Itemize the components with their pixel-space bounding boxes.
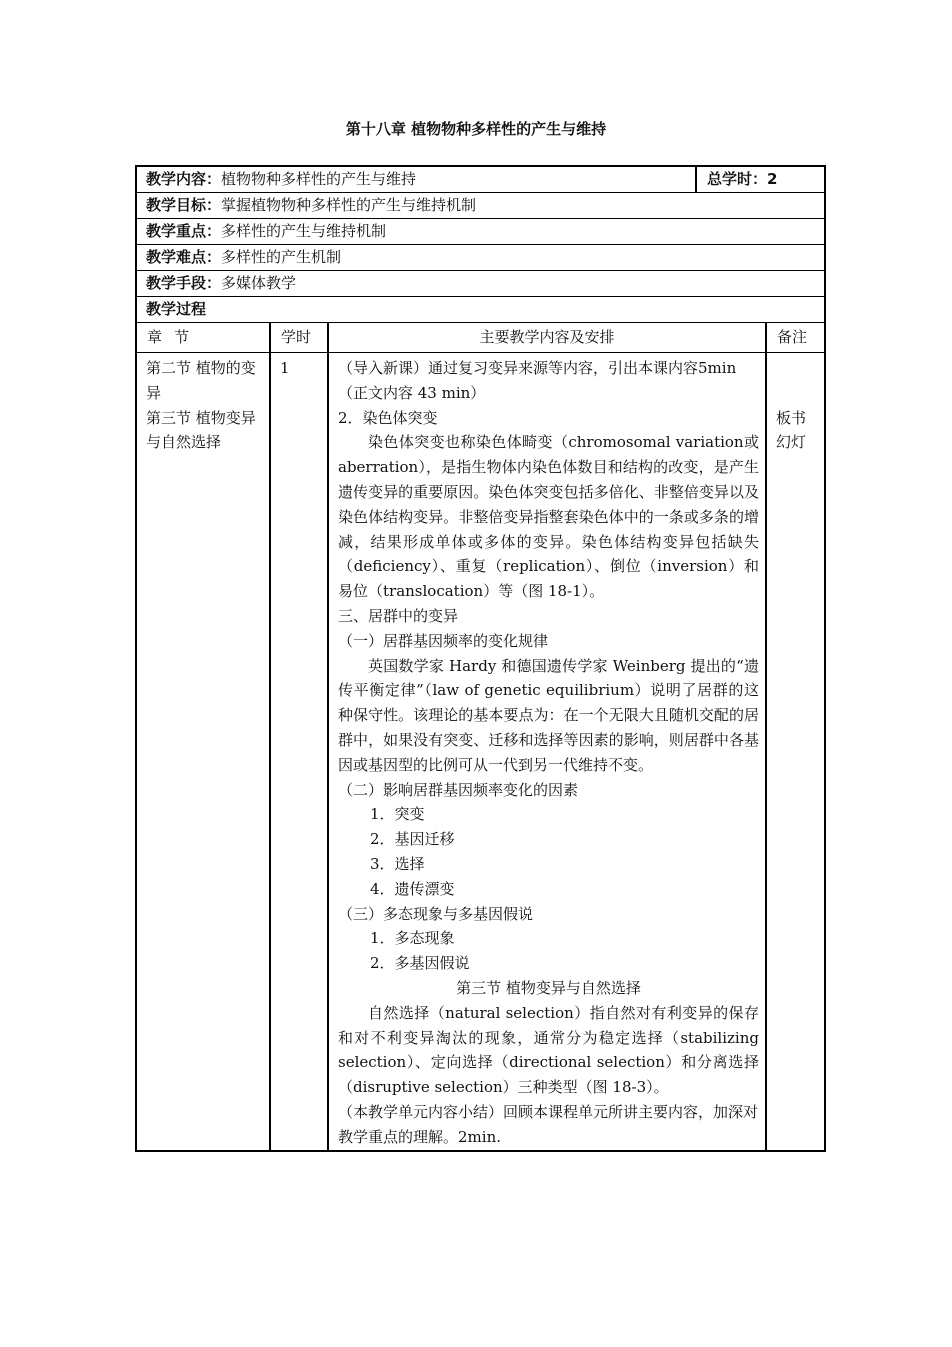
heading-section-3: 第三节 植物变异与自然选择 [456, 978, 641, 997]
table-row [137, 353, 824, 1150]
heading-chromosome: 2．染色体突变 [338, 408, 438, 427]
page-title: 第十八章 植物物种多样性的产生与维持 [345, 120, 607, 138]
key-value: 多样性的产生与维持机制 [221, 222, 387, 240]
heading-frequency: （一）居群基因频率的变化规律 [338, 631, 549, 650]
table-header [137, 323, 824, 353]
section-2: 第三节 植物变异与自然选择 [146, 408, 256, 452]
header-hours: 学时 [271, 323, 329, 352]
hours-cell: 1 [271, 353, 329, 1150]
remark-1: 板书 [776, 408, 807, 427]
means-row [137, 271, 824, 297]
paragraph-natural-selection: 自然选择（natural selection）指自然对有利变异的保存和对不利变异淘汰的现象，通常分为稳定选择（stabilizing selection）、定向选择（directional selection）和分离选择（disruptive selection）三种类型（图 18-3）。 [338, 1003, 759, 1097]
content-row [137, 167, 824, 193]
header-section: 章节 [137, 323, 271, 352]
remark-2: 幻灯 [776, 433, 807, 452]
intro-text: （导入新课）通过复习变异来源等内容，引出本课内容5min [338, 359, 737, 377]
process-label: 教学过程 [146, 300, 207, 318]
paragraph-chromosome: 染色体突变也称染色体畸变（chromosomal variation或 aberration），是指生物体内染色体数目和结构的改变，是产生遗传变异的重要原因。染色体突变包括多倍化、非整倍变异以及染色体结构变异。非整倍变异指整套染色体中的一条或多条的增减，结果形成单体或多体的变异。染色体结构变异包括缺失（deficiency）、重复（replication）、倒位（inversion）和易位（translocation）等（图 18-1）。 [338, 433, 759, 601]
means-value: 多媒体教学 [221, 274, 297, 292]
factor-4: 4．遗传漂变 [370, 879, 455, 898]
factor-2: 2．基因迁移 [370, 830, 455, 849]
poly-1: 1．多态现象 [370, 929, 455, 948]
means-label: 教学手段： [146, 274, 222, 292]
difficulty-row [137, 245, 824, 271]
paragraph-hardy-weinberg: 英国数学家 Hardy 和德国遗传学家 Weinberg 提出的“遗传平衡定律”（law of genetic equilibrium）说明了居群的这种保守性。该理论的基本要点为：在一个无限大且随机交配的居群中，如果没有突变、迁移和选择等因素的影响，则居群中各基因或基因型的比例可从一代到另一代维持不变。 [338, 656, 759, 774]
section-cell [137, 353, 271, 1150]
goal-row [137, 193, 824, 219]
content-label: 教学内容： [146, 170, 222, 188]
heading-population: 三、居群中的变异 [338, 606, 459, 625]
section-1: 第二节 植物的变异 [146, 359, 256, 402]
main-text: （正文内容 43 min） [338, 383, 486, 402]
process-row [137, 297, 824, 323]
content-value: 植物物种多样性的产生与维持 [221, 170, 417, 188]
remark-cell [767, 353, 824, 1150]
difficulty-value: 多样性的产生机制 [221, 248, 342, 266]
heading-factors: （二）影响居群基因频率变化的因素 [338, 780, 579, 799]
header-content: 主要教学内容及安排 [329, 323, 767, 352]
content-cell [329, 353, 767, 1150]
header-remark: 备注 [777, 328, 808, 346]
lesson-plan-table [135, 165, 826, 1152]
difficulty-label: 教学难点： [146, 248, 222, 266]
goal-value: 掌握植物物种多样性的产生与维持机制 [221, 196, 477, 214]
summary-text: （本教学单元内容小结）回顾本课程单元所讲主要内容，加深对教学重点的理解。2min. [338, 1102, 759, 1146]
poly-2: 2．多基因假说 [370, 954, 470, 973]
key-row [137, 219, 824, 245]
heading-polymorphism: （三）多态现象与多基因假说 [338, 904, 534, 923]
key-label: 教学重点： [146, 222, 222, 240]
hours-value: 2 [767, 170, 778, 188]
factor-1: 1．突变 [370, 805, 425, 824]
factor-3: 3．选择 [370, 854, 425, 873]
hours-label: 总学时： [707, 170, 768, 188]
goal-label: 教学目标： [146, 196, 222, 214]
